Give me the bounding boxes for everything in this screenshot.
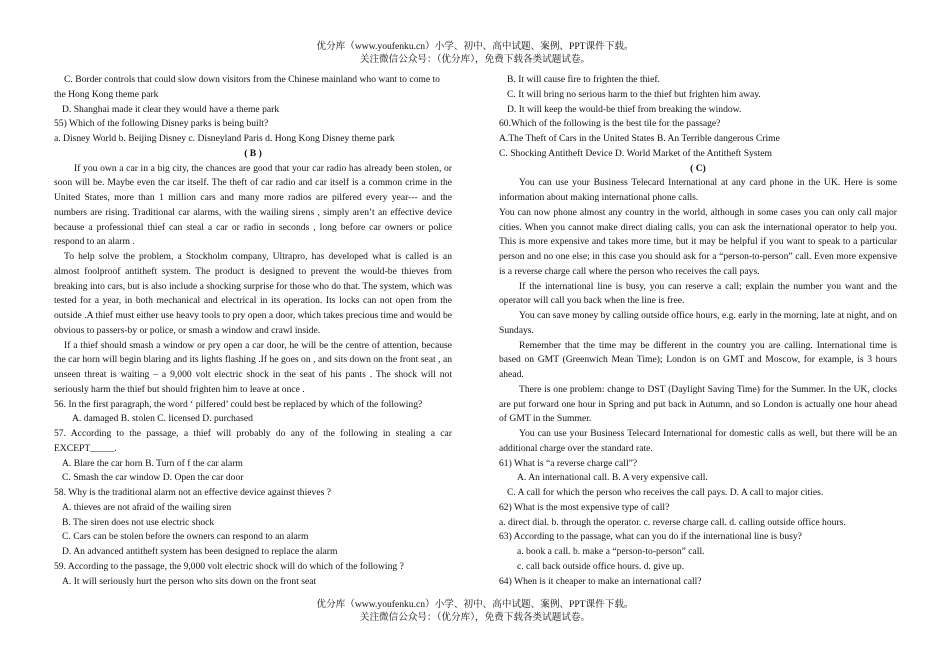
question-58-option-b: B. The siren does not use electric shock bbox=[62, 516, 215, 528]
question-56-options: A. damaged B. stolen C. licensed D. purchased bbox=[72, 413, 253, 425]
question-63-options-cd: c. call back outside office hours. d. give up. bbox=[517, 560, 685, 572]
question-58-option-c: C. Cars can be stolen before the owners can respond to an alarm bbox=[62, 531, 309, 543]
passage-c-paragraph-4: You can save money by calling outside office hours, e.g. early in the morning, late at night, and on Sundays. bbox=[499, 310, 897, 336]
passage-c-paragraph-5: Remember that the time may be different in the country you are calling. International time is based on GMT (Greenwich Mean Time); London is on GMT and Moscow, for example, is 3 hours ahead. bbox=[499, 339, 897, 380]
question-55: 55) Which of the following Disney parks is being built? bbox=[54, 118, 269, 130]
question-64: 64) When is it cheaper to make an international call? bbox=[499, 575, 702, 587]
header-line-2: 关注微信公众号：（优分库），免费下载各类试题试卷。 bbox=[359, 54, 591, 65]
question-57: 57. According to the passage, a thief will probably do any of the following in stealing a car EXCEPT_____. bbox=[54, 428, 452, 454]
question-63-options-ab: a. book a call. b. make a “person-to-person” call. bbox=[517, 546, 705, 557]
section-c-title: ( C) bbox=[690, 162, 706, 174]
passage-b-paragraph-1: If you own a car in a big city, the chances are good that your car radio has already been stolen, or soon will be. Maybe even the car itself. The theft of car radio and car itself is a common crime in the United States, more than 1 million cars and many more radios are pilfered every year--- and the numbers are rising. Traditional car alarms, with the wailing sirens , simply aren’t an effective device because a professional thief can steal a car or radio in seconds , long before car owners or police respond to an alarm . bbox=[54, 162, 452, 248]
passage-b-paragraph-2: To help solve the problem, a Stockholm company, Ultrapro, has developed what is called is an almost foolproof antitheft system. The product is designed to prevent the would-be thieves from breaking into cars, but is also include a shocking surprise for those who do that. The system, which was tested for a year, in both mechanical and electrical in its operation. Its locks can not open from the outside .A thief must either use heavy tools to pry open a door, which takes precious time and would be obvious to passers-by or police, or smash a window and crawl inside. bbox=[54, 251, 452, 336]
passage-c-paragraph-3: If the international line is busy, you can reserve a call; explain the number you want and the operator will call you back when the line is free. bbox=[499, 280, 897, 307]
page-header bbox=[0, 40, 950, 66]
question-57-options-ab: A. Blare the car horn B. Turn of f the car alarm bbox=[62, 457, 243, 469]
question-62: 62) What is the most expensive type of call? bbox=[499, 501, 670, 513]
question-56: 56. In the first paragraph, the word ‘ pilfered’ could best be replaced by which of the following? bbox=[54, 398, 423, 410]
left-column bbox=[54, 73, 452, 589]
question-59-option-c: C. It will bring no serious harm to the thief but frighten him away. bbox=[507, 88, 761, 100]
question-58-option-d: D. An advanced antitheft system has been designed to replace the alarm bbox=[62, 546, 338, 557]
passage-c-paragraph-2: You can now phone almost any country in the world, although in some cases you can only call major cities. When you cannot make direct dialing calls, you can ask the international operator to help you. This is more expensive and takes more time, but it may be helpful if you want to speak to a particular person and no one else; in this case you should ask for a “person-to-person” call. Even more expensive is a reverse charge call where the person who receives the call pays. bbox=[499, 206, 897, 277]
question-55-options: a. Disney World b. Beijing Disney c. Disneyland Paris d. Hong Kong Disney theme park bbox=[54, 133, 395, 144]
passage-c-paragraph-6: There is one problem: change to DST (Daylight Saving Time) for the Summer. In the UK, clocks are put forward one hour in Spring and put back in Autumn, and so London is actually one hour ahead of GMT in the Summer. bbox=[499, 383, 897, 425]
question-58-option-a: A. thieves are not afraid of the wailing siren bbox=[62, 501, 232, 513]
header-line-1: 优分库（www.youfenku.cn）小学、初中、高中试题、案例、PPT课件下载。 bbox=[316, 41, 634, 52]
question-60-options-cd: C. Shocking Antitheft Device D. World Market of the Antitheft System bbox=[499, 147, 772, 159]
option-d-shanghai: D. Shanghai made it clear they would have a theme park bbox=[62, 103, 280, 115]
question-61-options-cd: C. A call for which the person who receives the call pays. D. A call to major cities. bbox=[507, 487, 824, 498]
question-59-option-b: B. It will cause fire to frighten the thief. bbox=[507, 74, 660, 85]
passage-c-paragraph-1: You can use your Business Telecard International at any card phone in the UK. Here is some information about making international phone calls. bbox=[499, 177, 897, 203]
passage-c-paragraph-7: You can use your Business Telecard International for domestic calls as well, but there will be an additional charge over the standard rate. bbox=[499, 428, 897, 454]
question-60-options-ab: A.The Theft of Cars in the United States B. An Terrible dangerous Crime bbox=[499, 133, 780, 144]
question-58: 58. Why is the traditional alarm not an effective device against thieves ? bbox=[54, 487, 331, 498]
question-63: 63) According to the passage, what can you do if the international line is busy? bbox=[499, 531, 802, 543]
question-60: 60.Which of the following is the best tile for the passage? bbox=[499, 118, 721, 130]
question-59: 59. According to the passage, the 9,000 volt electric shock will do which of the following ? bbox=[54, 560, 404, 572]
question-61: 61) What is “a reverse charge call”? bbox=[499, 457, 638, 469]
right-column bbox=[499, 73, 897, 589]
passage-b-paragraph-3: If a thief should smash a window or pry open a car door, he will be the centre of attention, because the car horn will begin blaring and its lights flashing .If he goes on , and sits down on the front seat , an unseen threat is waiting – a 9,000 volt electric shock in the seat of his pants . The shock will not seriously harm the thief but should frighten him to leave at once . bbox=[54, 339, 452, 395]
question-59-option-d: D. It will keep the would-be thief from breaking the window. bbox=[507, 103, 742, 115]
question-59-option-a: A. It will seriously hurt the person who sits down on the front seat bbox=[62, 575, 317, 587]
section-b-title: ( B ) bbox=[244, 147, 262, 159]
page-footer bbox=[0, 598, 950, 624]
question-57-options-cd: C. Smash the car window D. Open the car door bbox=[62, 472, 244, 484]
footer-line-1: 优分库（www.youfenku.cn）小学、初中、高中试题、案例、PPT课件下载。 bbox=[316, 599, 634, 610]
question-62-options: a. direct dial. b. through the operator. c. reverse charge call. d. calling outside office hours. bbox=[499, 516, 846, 528]
footer-line-2: 关注微信公众号：（优分库），免费下载各类试题试卷。 bbox=[359, 612, 591, 623]
option-c-border: C. Border controls that could slow down visitors from the Chinese mainland who want to come to the Hong Kong theme park bbox=[54, 74, 440, 100]
question-61-options-ab: A. An international call. B. A very expensive call. bbox=[517, 472, 708, 484]
